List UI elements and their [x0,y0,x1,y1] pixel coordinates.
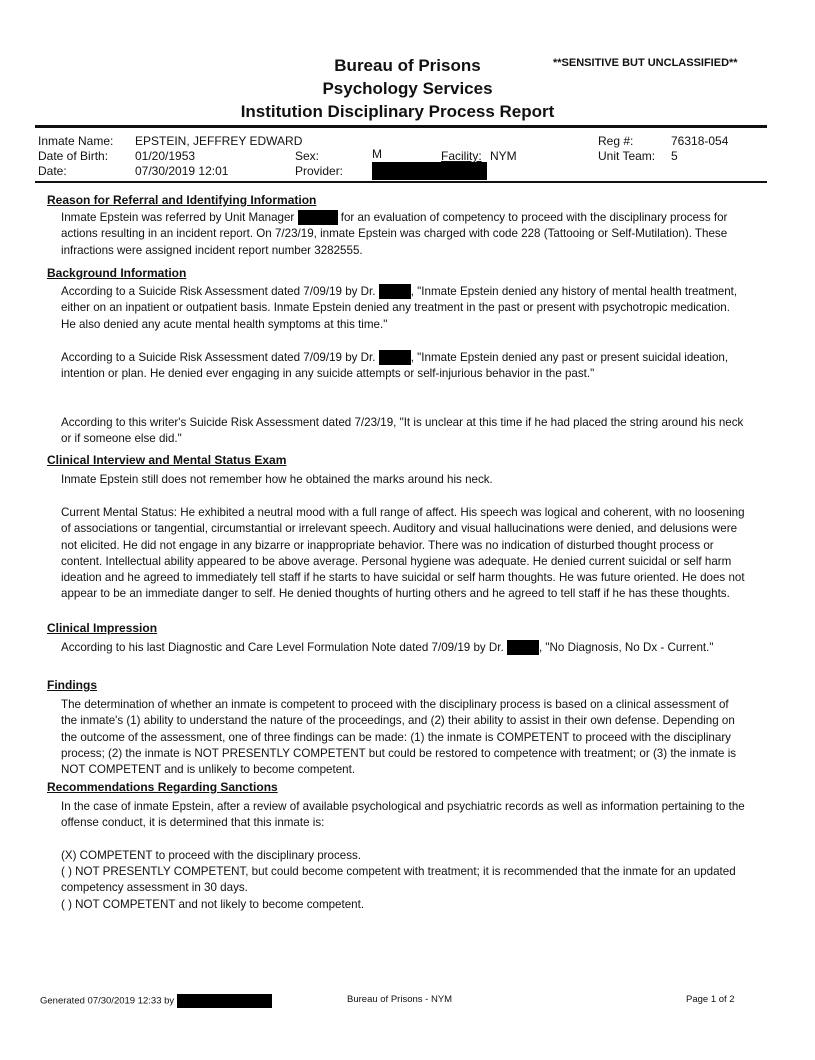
reg-label: Reg #: [598,134,634,148]
option-not-presently-competent: ( ) NOT PRESENTLY COMPETENT, but could become competent with treatment; it is recommended that the inmate for an updated competency assessment in 30 days. [61,865,736,895]
heading-clinical: Clinical Interview and Mental Status Exam [47,453,287,467]
facility-value: NYM [490,149,517,163]
report-title: Institution Disciplinary Process Report [240,102,555,121]
dob-value: 01/20/1953 [135,149,196,163]
redaction [379,284,411,299]
redaction [177,994,272,1008]
option-competent: (X) COMPETENT to proceed with the disciplinary process. [61,849,362,862]
background-paragraph-1 [61,284,747,333]
heading-background: Background Information [47,266,187,280]
clinical-paragraph-1: Inmate Epstein still does not remember how he obtained the marks around his neck. [61,473,493,486]
heading-impression: Clinical Impression [47,621,158,635]
heading-recommendations: Recommendations Regarding Sanctions [47,780,278,794]
facility-label: Facility: [441,149,482,163]
findings-paragraph: The determination of whether an inmate is competent to proceed with the disciplinary process is based on a clinical assessment of the inmate's (1) ability to understand the nature of the proceedings, and (2) their ability to assist in their own defense. Depending on the outcome of the assessment, one of three findings can be made: (1) the inmate is COMPETENT to proceed with the disciplinary process; (2) the inmate is NOT PRESENTLY COMPETENT but could be restored to competence with treatment; or (3) the inmate is NOT COMPETENT and is unlikely to become competent. [61,698,737,777]
reg-value: 76318-054 [671,134,729,148]
reason-paragraph [61,210,747,259]
background-paragraph-2 [61,350,747,383]
sex-label: Sex: [295,149,320,163]
heading-reason: Reason for Referral and Identifying Information [47,193,317,207]
header-rule-top [35,125,767,128]
classification-marking: **SENSITIVE BUT UNCLASSIFIED** [553,57,738,69]
footer-center: Bureau of Prisons - NYM [347,994,453,1005]
text: Generated 07/30/2019 12:33 by [40,995,175,1007]
text: , "Inmate Epstein denied any past or present suicidal ideation, intention or plan. He denied ever engaging in any suicide attempts or self-injurious behavior in the past." [61,351,729,381]
date-label: Date: [38,164,67,178]
page-number: Page 1 of 2 [686,994,735,1005]
title-department: Psychology Services [322,79,493,98]
redaction [507,640,539,655]
sex-value: M [372,147,382,161]
text: According to a Suicide Risk Assessment dated 7/09/19 by Dr. [61,285,376,298]
text: , "Inmate Epstein denied any history of mental health treatment, either on an inpatient or outpatient basis. Inmate Epstein denied any treatment in the past or present with psychotropic medication. He also denied any acute mental health symptoms at this time." [61,285,738,331]
text: Inmate Epstein was referred by Unit Manager [61,211,295,224]
text: According to his last Diagnostic and Care Level Formulation Note dated 7/09/19 by Dr. [61,641,504,654]
title-bureau: Bureau of Prisons [334,56,481,75]
text: for an evaluation of competency to proceed with the disciplinary process for actions resulting in an incident report. On 7/23/19, inmate Epstein was charged with code 228 (Tattooing or Self-Mutilation). These infractions were assigned incident report number 3282555. [61,211,728,257]
unit-team-label: Unit Team: [598,149,656,163]
name-label: Inmate Name: [38,134,114,148]
unit-team-value: 5 [671,149,678,163]
text: According to a Suicide Risk Assessment dated 7/09/19 by Dr. [61,351,376,364]
redaction [379,350,411,365]
date-value: 07/30/2019 12:01 [135,164,229,178]
header-rule-bottom [35,181,767,183]
provider-label: Provider: [295,164,344,178]
clinical-paragraph-2: Current Mental Status: He exhibited a neutral mood with a full range of affect. His speech was logical and coherent, with no loosening of associations or tangential, circumstantial or irrelevant speech. Auditory and visual hallucinations were denied, and delusions were not elicited. He did not engage in any bizarre or inappropriate behavior. There was no indication of disturbed thought process or content. Intellectual ability appeared to be above average. Personal hygiene was adequate. He denied current suicidal or self harm ideation and he agreed to immediately tell staff if he starts to have suicidal or self harm thoughts. He was future oriented. He does not appear to be an immediate danger to self. He denied thoughts of hurting others and he agreed to tell staff if he has these thoughts. [61,506,745,601]
text: , "No Diagnosis, No Dx - Current." [538,641,714,654]
option-not-competent: ( ) NOT COMPETENT and not likely to become competent. [61,898,365,911]
recommendations-paragraph: In the case of inmate Epstein, after a review of available psychological and psychiatric records as well as information pertaining to the offense conduct, it is determined that this inmate is: [61,800,745,830]
redaction [298,210,338,225]
impression-paragraph [61,640,747,656]
dob-label: Date of Birth: [38,149,109,163]
heading-findings: Findings [47,678,97,692]
footer-generated [40,994,272,1008]
inmate-name: EPSTEIN, JEFFREY EDWARD [135,134,303,148]
background-paragraph-3: According to this writer's Suicide Risk Assessment dated 7/23/19, "It is unclear at this time if he had placed the string around his neck or if someone else did." [61,416,744,446]
redaction-provider [372,162,487,180]
